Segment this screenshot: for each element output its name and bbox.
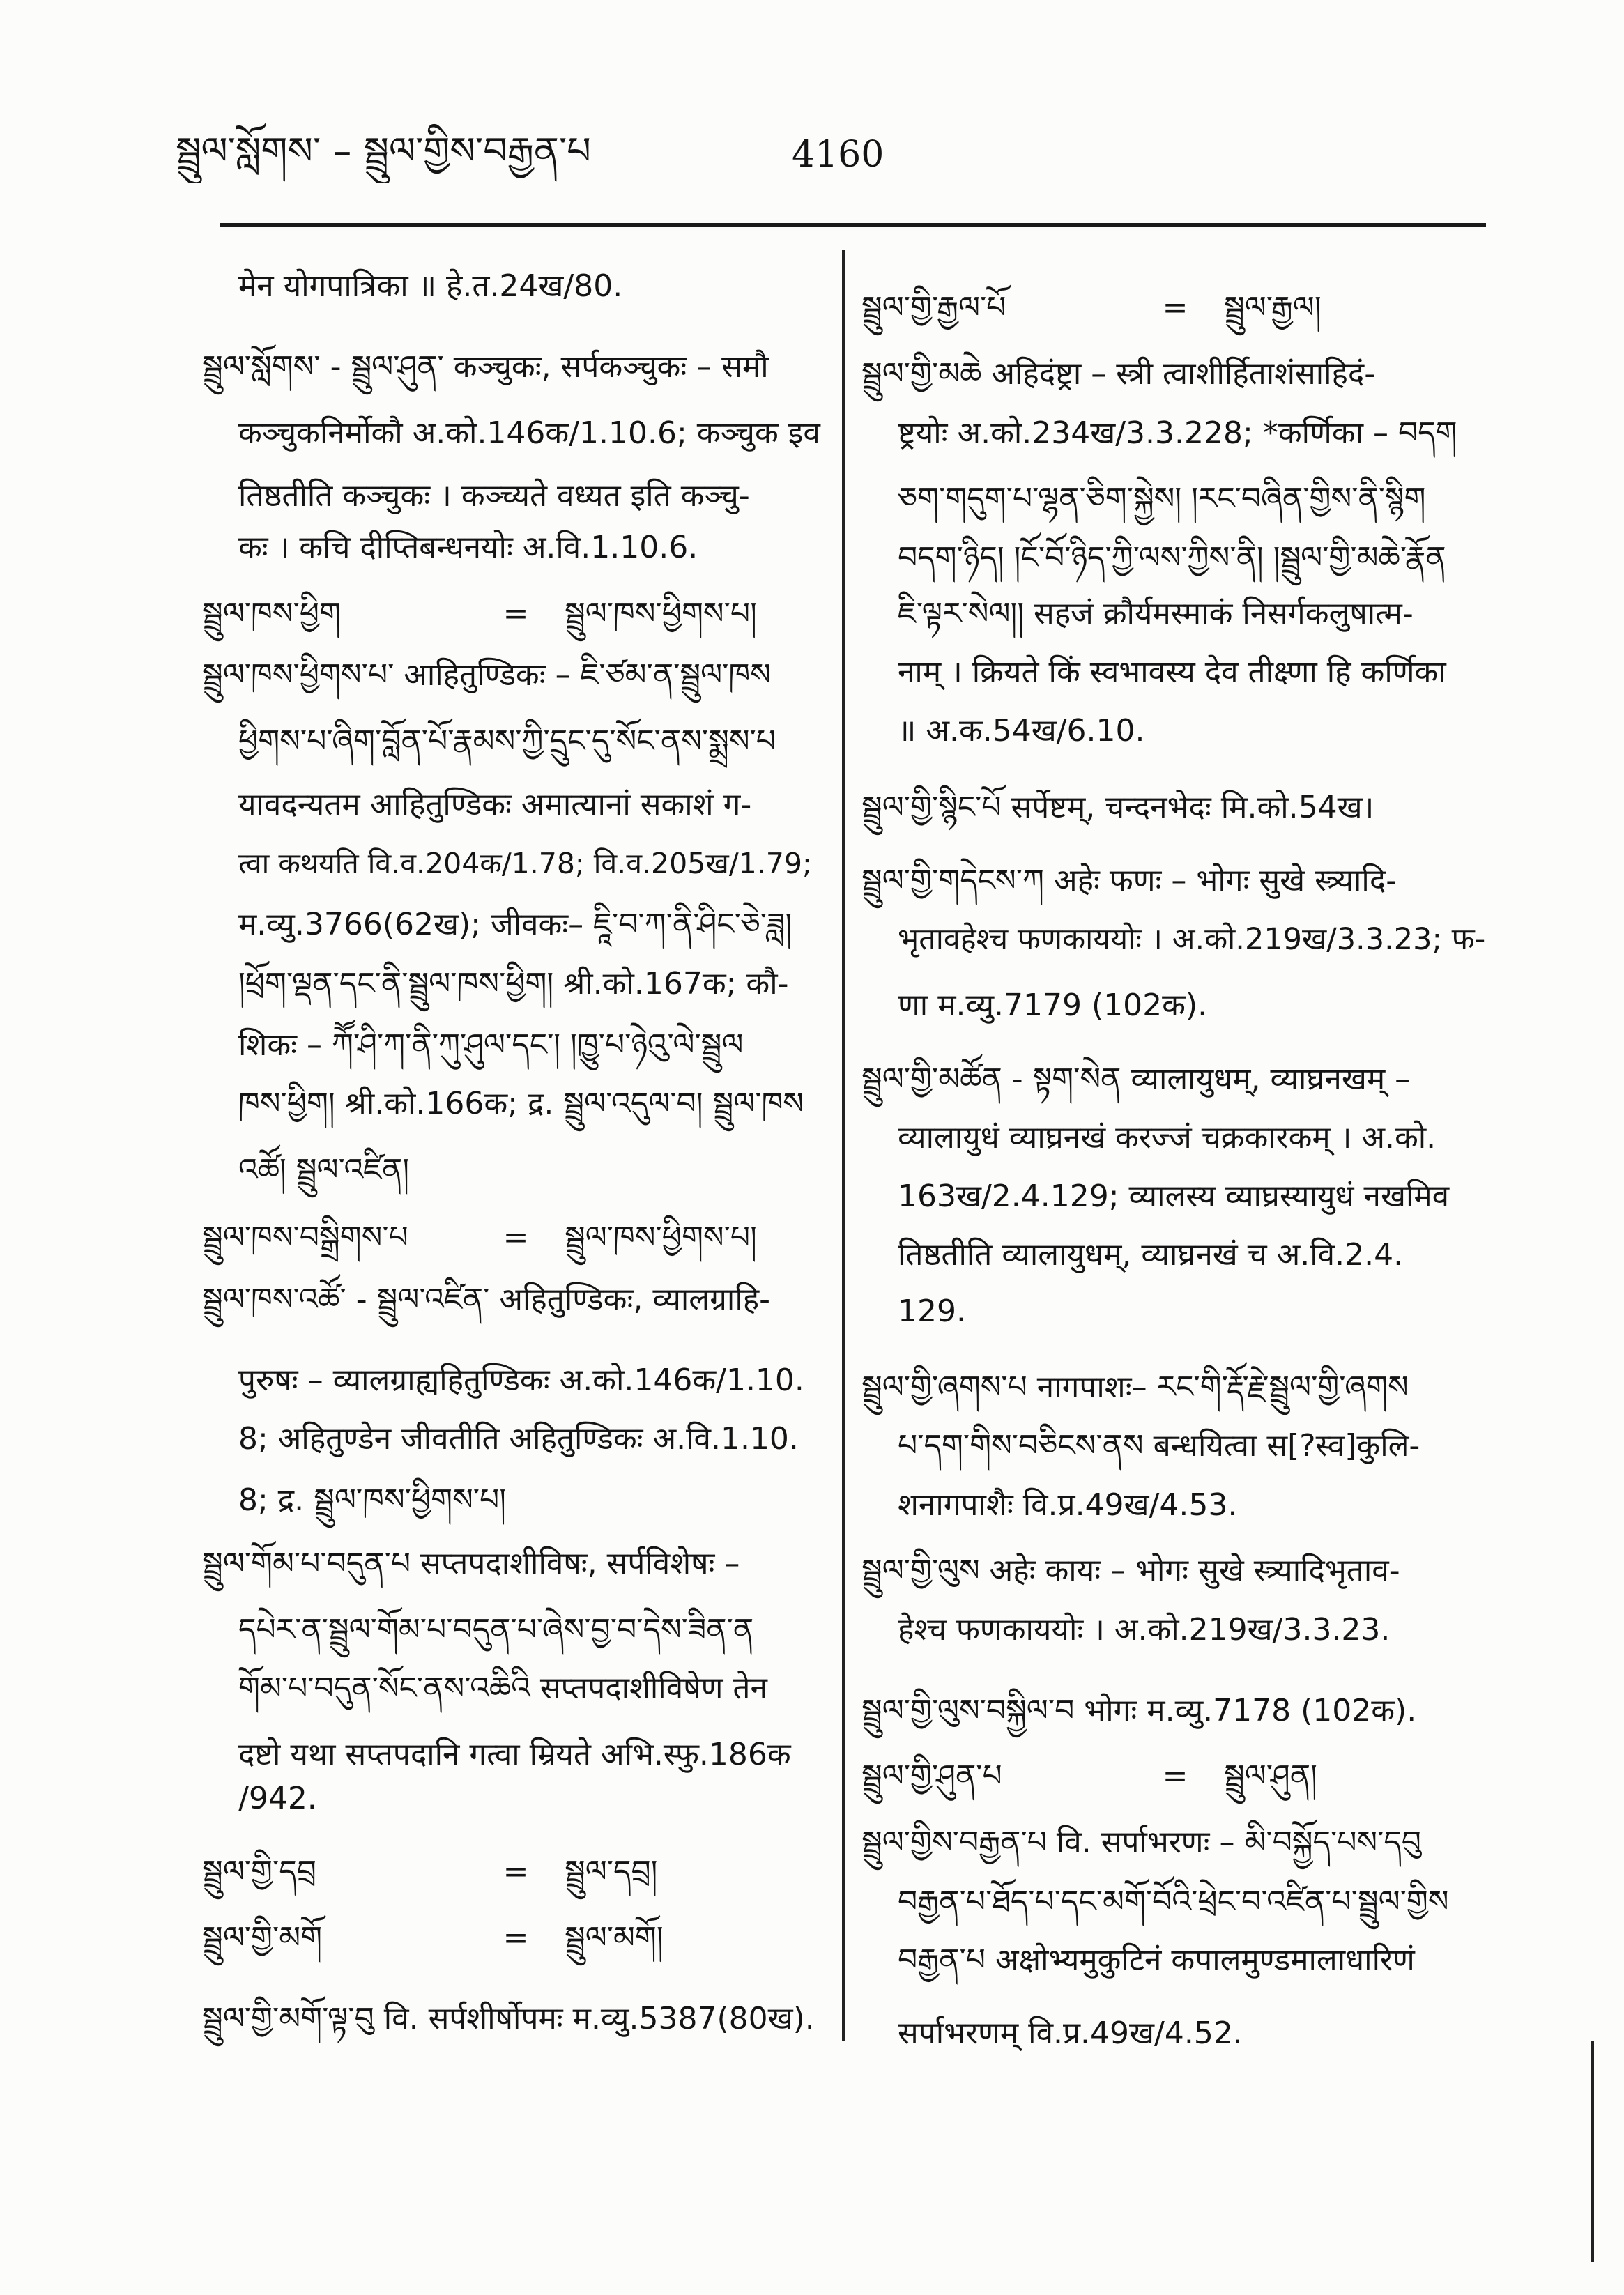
headword-line: སྦྲུལ་གྱི་ལུས་བསྐྱིལ་བ भोगः म.व्यु.7178 (102क). — [861, 1693, 1417, 1728]
xref-target: སྦྲུལ་དབྲ། — [565, 1854, 658, 1889]
headword-line: སྦྲུལ་གྱི་ལུས अहेः कायः – भोगः सुखे स्त्र्यादिभृताव- — [861, 1553, 1400, 1588]
headword-line: སྦྲུལ་ཁས་ཕྱིགས་པ་ आहितुण्डिकः – ཇི་ཙམ་ན་སྦྲུལ་ཁས — [202, 657, 771, 693]
entry-line: 8; द्र. སྦྲུལ་ཁས་ཕྱིགས་པ། — [238, 1482, 506, 1518]
entry-line: पुरुषः – व्यालग्राह्यहितुण्डिकः अ.को.146क/1.10. — [238, 1363, 804, 1398]
entry-line: ཁས་ཕྱིག། श्री.को.166क; द्र. སྦྲུལ་འདུལ་བ། སྦྲུལ་ཁས — [238, 1086, 804, 1121]
xref-equals-sign: = — [1162, 290, 1188, 325]
entry-line: हेश्च फणकाययोः । अ.को.219ख/3.3.23. — [898, 1612, 1391, 1648]
cross-reference-entry — [861, 1749, 1486, 1804]
xref-target: སྦྲུལ་མགོ། — [565, 1920, 664, 1956]
entry-line: यावदन्यतम आहितुण्डिकः अमात्यानां सकाशं ग- — [238, 787, 752, 822]
cross-reference-entry — [861, 280, 1486, 336]
entry-line: པ་དག་གིས་བཅིངས་ནས बन्धयित्वा स[?स्व]कुलि- — [898, 1428, 1420, 1464]
headword-line: སྦྲུལ་གྱི་མགོ་ལྟ་བུ वि. सर्पशीर्षोपमः म.व्यु.5387(80ख). — [202, 2001, 815, 2036]
entry-line: कञ्चुकनिर्मोकौ अ.को.146क/1.10.6; कञ्चुक इव — [238, 415, 820, 451]
xref-equals-sign: = — [503, 1220, 529, 1255]
entry-line: །ཕྲོག་ལྡན་དང་ནི་སྦྲུལ་ཁས་ཕྱིག། श्री.को.167क; कौ- — [238, 966, 789, 1001]
xref-headword: སྦྲུལ་ཁས་ཕྱིག — [202, 596, 341, 631]
entry-line: ष्ट्रयोः अ.को.234ख/3.3.228; *कर्णिका – བདག — [898, 415, 1457, 451]
headword-line: སྦྲུལ་ཁས་འཚོ་ - སྦྲུལ་འཛིན་ अहितुण्डिकः, व्यालग्राहि- — [202, 1282, 770, 1317]
entry-line: 129. — [898, 1294, 966, 1329]
entry-line: तिष्ठतीति कञ्चुकः । कञ्च्यते वध्यत इति कञ्चु- — [238, 478, 750, 514]
entry-line: བརྒྱན་པ अक्षोभ्यमुकुटिनं कपालमुण्डमालाधारिणं — [898, 1942, 1415, 1978]
xref-equals-sign: = — [503, 1854, 529, 1889]
entry-line: सर्पाभरणम् वि.प्र.49ख/4.52. — [898, 2016, 1243, 2051]
entry-line: དཔེར་ན་སྦྲུལ་གོམ་པ་བདུན་པ་ཞེས་བྱ་བ་དེས་ཟིན་ན — [238, 1612, 754, 1648]
running-head: སྦྲུལ་སློགས་ – སྦྲུལ་གྱིས་བརྒྱན་པ — [176, 129, 591, 173]
xref-equals-sign: = — [503, 596, 529, 631]
xref-target: སྦྲུལ་ཁས་ཕྱིགས་པ། — [565, 596, 757, 631]
xref-target: སྦྲུལ་ཁས་ཕྱིགས་པ། — [565, 1220, 757, 1255]
cross-reference-entry — [202, 1910, 822, 1966]
entry-line: तिष्ठतीति व्यालायुधम्, व्याघ्रनखं च अ.वि.2.4. — [898, 1237, 1404, 1273]
headword-line: སྦྲུལ་གྱི་གདེངས་ཀ अहेः फणः – भोगः सुखे स्त्र्यादि- — [861, 863, 1397, 898]
entry-line: दष्टो यथा सप्तपदानि गत्वा म्रियते अभि.स्फु.186क — [238, 1737, 791, 1772]
headword-line: སྦྲུལ་སློགས་ - སྦྲུལ་ཤུན་ कञ्चुकः, सर्पकञ्चुकः – समौ — [202, 349, 769, 385]
entry-line: णा म.व्यु.7179 (102क). — [898, 988, 1208, 1023]
entry-line: भृतावहेश्च फणकाययोः । अ.को.219ख/3.3.23; फ- — [898, 922, 1486, 957]
column-divider — [842, 250, 845, 2041]
entry-line: म.व्यु.3766(62ख); जीवकः– ཇཱི་བ་ཀ་ནི་ཤིང་ཅེ་ཟླ། — [238, 907, 792, 942]
page-number: 4160 — [792, 134, 884, 176]
entry-line: ཅག་གདུག་པ་ལྷན་ཅིག་སྐྱེས། །རང་བཞིན་གྱིས་ནི་སྙིག — [898, 481, 1426, 516]
headword-line: སྦྲུལ་གོམ་པ་བདུན་པ सप्तपदाशीविषः, सर्पविशेषः – — [202, 1546, 740, 1581]
entry-continuation-line: मेन योगपात्रिका ॥ हे.त.24ख/80. — [238, 268, 623, 304]
entry-line: ཕྱིགས་པ་ཞིག་བློན་པོ་རྣམས་ཀྱི་དྲུང་དུ་སོང་ནས་སྨྲས་པ — [238, 723, 776, 759]
xref-headword: སྦྲུལ་གྱི་དབྲ — [202, 1854, 316, 1889]
entry-line: གོམ་པ་བདུན་སོང་ནས་འཆིའི सप्तपदाशीविषेण तेन — [238, 1671, 767, 1706]
entry-line: 163ख/2.4.129; व्यालस्य व्याघ्रस्यायुधं नखमिव — [898, 1179, 1450, 1214]
headword-line: སྦྲུལ་གྱིས་བརྒྱན་པ वि. सर्पाभरणः – མི་བསྐྱོད་པས་དབུ — [861, 1825, 1422, 1860]
left-column — [202, 0, 822, 2091]
entry-line: འཚོ། སྦྲུལ་འཛིན། — [238, 1152, 410, 1188]
entry-line: त्वा कथयति वि.व.204क/1.78; वि.व.205ख/1.79; — [238, 847, 812, 880]
entry-line: 8; अहितुण्डेन जीवतीति अहितुण्डिकः अ.वि.1.10. — [238, 1421, 799, 1457]
headword-line: སྦྲུལ་གྱི་སྙིང་པོ सर्पेष्टम्, चन्दनभेदः मि.को.54ख। — [861, 790, 1374, 825]
entry-line: བརྒྱན་པ་ཐོད་པ་དང་མགོ་བོའི་ཕྲེང་བ་འཛིན་པ་སྦྲུལ་གྱིས — [898, 1884, 1449, 1919]
xref-equals-sign: = — [503, 1920, 529, 1956]
entry-line: ཇི་ལྟར་སེལ།། सहजं क्रौर्यमस्माकं निसर्गकलुषात्म- — [898, 596, 1414, 631]
entry-line: བདག་ཉིད། །ངོ་བོ་ཉིད་ཀྱི་ལས་ཀྱིས་ནི། །སྦྲུལ་གྱི་མཆེ་རྣོན — [898, 540, 1446, 576]
cross-reference-entry — [202, 1844, 822, 1900]
cross-reference-entry — [202, 1210, 822, 1266]
headword-line: སྦྲུལ་གྱི་མཆེ अहिदंष्ट्रा – स्त्री त्वाशीर्हिताशंसाहिदं- — [861, 356, 1376, 392]
xref-headword: སྦྲུལ་གྱི་ཤུན་པ — [861, 1758, 1002, 1794]
entry-line: ॥ अ.क.54ख/6.10. — [898, 713, 1145, 749]
entry-line: व्यालायुधं व्याघ्रनखं करज्जं चक्रकारकम् । अ.को. — [898, 1120, 1437, 1156]
entry-line: /942. — [238, 1781, 317, 1816]
xref-headword: སྦྲུལ་ཁས་བསྒྲིགས་པ — [202, 1220, 408, 1255]
xref-headword: སྦྲུལ་གྱི་རྒྱལ་པོ — [861, 290, 1006, 325]
xref-target: སྦྲུལ་རྒྱལ། — [1224, 290, 1322, 325]
xref-equals-sign: = — [1162, 1758, 1188, 1794]
entry-line: कः । कचि दीप्तिबन्धनयोः अ.वि.1.10.6. — [238, 530, 698, 565]
headword-line: སྦྲུལ་གྱི་མཚོན - སྟག་སེན व्यालायुधम्, व्याघ्रनखम् – — [861, 1061, 1411, 1097]
scan-edge-line — [1591, 2041, 1594, 2262]
right-column — [861, 0, 1486, 2091]
entry-line: शिकः – ཀཽ་ཤི་ཀ་ནི་ཀུ་ཤུལ་དང་། །ཁྱུ་པ་ཉེའུ་ལེ་སྦྲུལ — [238, 1027, 744, 1063]
entry-line: शनागपाशैः वि.प्र.49ख/4.53. — [898, 1487, 1238, 1523]
headword-line: སྦྲུལ་གྱི་ཞགས་པ नागपाशः– རང་གི་རྡོ་རྗེ་སྦྲུལ་གྱི་ཞགས — [861, 1369, 1409, 1405]
cross-reference-entry — [202, 586, 822, 642]
xref-headword: སྦྲུལ་གྱི་མགོ — [202, 1920, 323, 1956]
entry-line: नाम् । क्रियते किं स्वभावस्य देव तीक्ष्णा हि कर्णिका — [898, 654, 1446, 690]
xref-target: སྦྲུལ་ཤུན། — [1224, 1758, 1317, 1794]
